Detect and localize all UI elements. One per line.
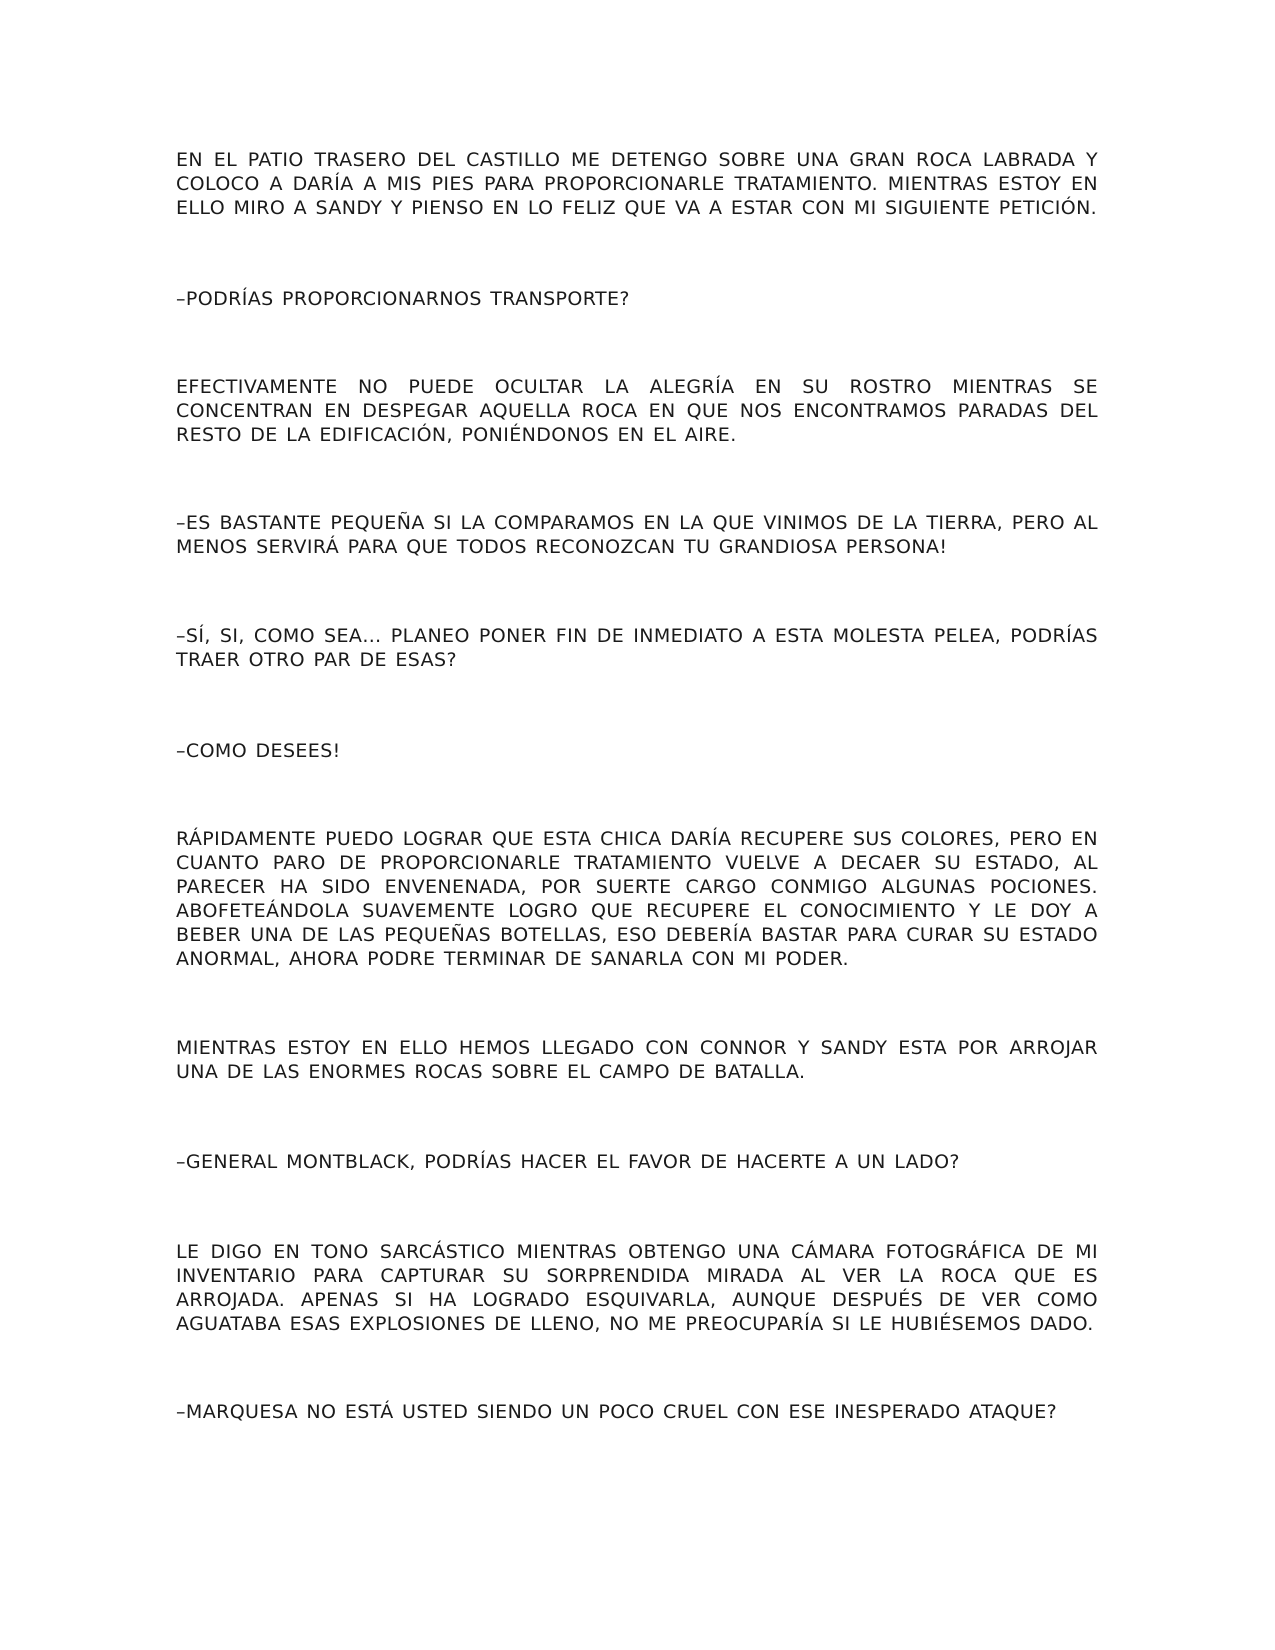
dialogue-line: –GENERAL MONTBLACK, PODRÍAS HACER EL FAVOR DE HACERTE A UN LADO? [176, 1151, 960, 1173]
narration-paragraph: LE DIGO EN TONO SARCÁSTICO MIENTRAS OBTENGO UNA CÁMARA FOTOGRÁFICA DE MI INVENTARIO PARA CAPTURAR SU SORPRENDIDA MIRADA AL VER LA ROCA QUE ES ARROJADA. APENAS SI HA LOGRADO ESQUIVARLA, AUNQUE DESPUÉS DE VER COMO AGUATABA ESAS EXPLOSIONES DE LLENO, NO ME PREOCUPARÍA SI LE HUBIÉSEMOS DADO. [176, 1241, 1098, 1335]
narration-paragraph: EFECTIVAMENTE NO PUEDE OCULTAR LA ALEGRÍA EN SU ROSTRO MIENTRAS SE CONCENTRAN EN DESPEGAR AQUELLA ROCA EN QUE NOS ENCONTRAMOS PARADAS DEL RESTO DE LA EDIFICACIÓN, PONIÉNDONOS EN EL AIRE. [176, 376, 1098, 446]
dialogue-line: –ES BASTANTE PEQUEÑA SI LA COMPARAMOS EN LA QUE VINIMOS DE LA TIERRA, PERO AL MENOS SERVIRÁ PARA QUE TODOS RECONOZCAN TU GRANDIOSA PERSONA! [176, 512, 1098, 558]
narration-paragraph: EN EL PATIO TRASERO DEL CASTILLO ME DETENGO SOBRE UNA GRAN ROCA LABRADA Y COLOCO A DARÍA A MIS PIES PARA PROPORCIONARLE TRATAMIENTO. MIENTRAS ESTOY EN ELLO MIRO A SANDY Y PIENSO EN LO FELIZ QUE VA A ESTAR CON MI SIGUIENTE PETICIÓN. [176, 149, 1098, 219]
narration-paragraph: MIENTRAS ESTOY EN ELLO HEMOS LLEGADO CON CONNOR Y SANDY ESTA POR ARROJAR UNA DE LAS ENORMES ROCAS SOBRE EL CAMPO DE BATALLA. [176, 1037, 1098, 1083]
dialogue-line: –COMO DESEES! [176, 740, 341, 762]
narration-paragraph: RÁPIDAMENTE PUEDO LOGRAR QUE ESTA CHICA DARÍA RECUPERE SUS COLORES, PERO EN CUANTO PARO DE PROPORCIONARLE TRATAMIENTO VUELVE A DECAER SU ESTADO, AL PARECER HA SIDO ENVENENADA, POR SUERTE CARGO CONMIGO ALGUNAS POCIONES. ABOFETEÁNDOLA SUAVEMENTE LOGRO QUE RECUPERE EL CONOCIMIENTO Y LE DOY A BEBER UNA DE LAS PEQUEÑAS BOTELLAS, ESO DEBERÍA BASTAR PARA CURAR SU ESTADO ANORMAL, AHORA PODRE TERMINAR DE SANARLA CON MI PODER. [176, 828, 1098, 970]
dialogue-line: –MARQUESA NO ESTÁ USTED SIENDO UN POCO CRUEL CON ESE INESPERADO ATAQUE? [176, 1401, 1058, 1423]
dialogue-line: –PODRÍAS PROPORCIONARNOS TRANSPORTE? [176, 288, 630, 310]
dialogue-line: –SÍ, SI, COMO SEA… PLANEO PONER FIN DE INMEDIATO A ESTA MOLESTA PELEA, PODRÍAS TRAER OTRO PAR DE ESAS? [176, 625, 1098, 671]
